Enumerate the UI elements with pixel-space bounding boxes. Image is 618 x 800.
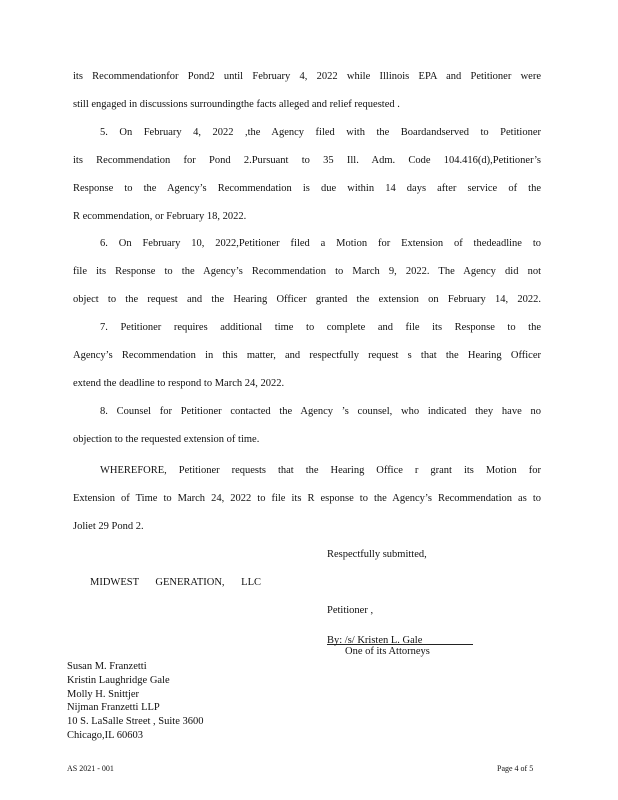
footer-case-number: AS 2021 - 001 — [67, 764, 114, 773]
paragraph-7-line: 7. Petitioner requires additional time to complete and file its Response to the — [100, 322, 541, 333]
address-line: Susan M. Franzetti — [67, 661, 147, 672]
body-line: Joliet 29 Pond 2. — [73, 521, 144, 532]
signature-caption: One of its Attorneys — [345, 646, 430, 657]
signature-text: By: /s/ Kristen L. Gale — [327, 635, 423, 646]
address-line: 10 S. LaSalle Street , Suite 3600 — [67, 716, 204, 728]
body-line: objection to the requested extension of time. — [73, 434, 260, 445]
body-line: still engaged in discussions surroundingthe facts alleged and relief requested . — [73, 99, 400, 110]
attorney-address-block — [67, 660, 204, 743]
body-line: Agency’s Recommendation in this matter, and respectfully request s that the Hearing Officer — [73, 350, 541, 361]
address-line: Chicago,IL 60603 — [67, 729, 144, 741]
wherefore-line: WHEREFORE, Petitioner requests that the Hearing Office r grant its Motion for — [100, 465, 541, 476]
body-line: its Recommendationfor Pond2 until February 4, 2022 while Illinois EPA and Petitioner were — [73, 71, 541, 82]
address-line: Kristin Laughridge Gale — [67, 674, 170, 686]
body-line: Extension of Time to March 24, 2022 to file its R esponse to the Agency’s Recommendation as to — [73, 493, 541, 504]
body-line: object to the request and the Hearing Officer granted the extension on February 14, 2022. — [73, 294, 541, 305]
body-line: its Recommendation for Pond 2.Pursuant to 35 Ill. Adm. Code 104.416(d),Petitioner’s — [73, 155, 541, 166]
signature-line — [327, 630, 473, 645]
body-line: file its Response to the Agency’s Recommendation to March 9, 2022. The Agency did not — [73, 266, 541, 277]
body-line: extend the deadline to respond to March 24, 2022. — [73, 378, 285, 389]
party-role: Petitioner , — [327, 605, 374, 616]
closing-text: Respectfully submitted, — [327, 549, 427, 560]
body-line: Response to the Agency’s Recommendation is due within 14 days after service of the — [73, 183, 541, 194]
address-line: Nijman Franzetti LLP — [67, 702, 160, 714]
footer-page-number: Page 4 of 5 — [497, 764, 534, 773]
paragraph-8-line: 8. Counsel for Petitioner contacted the Agency ’s counsel, who indicated they have no — [100, 406, 541, 417]
party-name: MIDWEST GENERATION, LLC — [90, 577, 262, 588]
address-line: Molly H. Snittjer — [67, 688, 140, 700]
paragraph-5-line: 5. On February 4, 2022 ,the Agency filed with the Boardandserved to Petitioner — [100, 127, 541, 138]
body-line: R ecommendation, or February 18, 2022. — [73, 211, 247, 222]
paragraph-6-line: 6. On February 10, 2022,Petitioner filed a Motion for Extension of thedeadline to — [100, 238, 541, 249]
